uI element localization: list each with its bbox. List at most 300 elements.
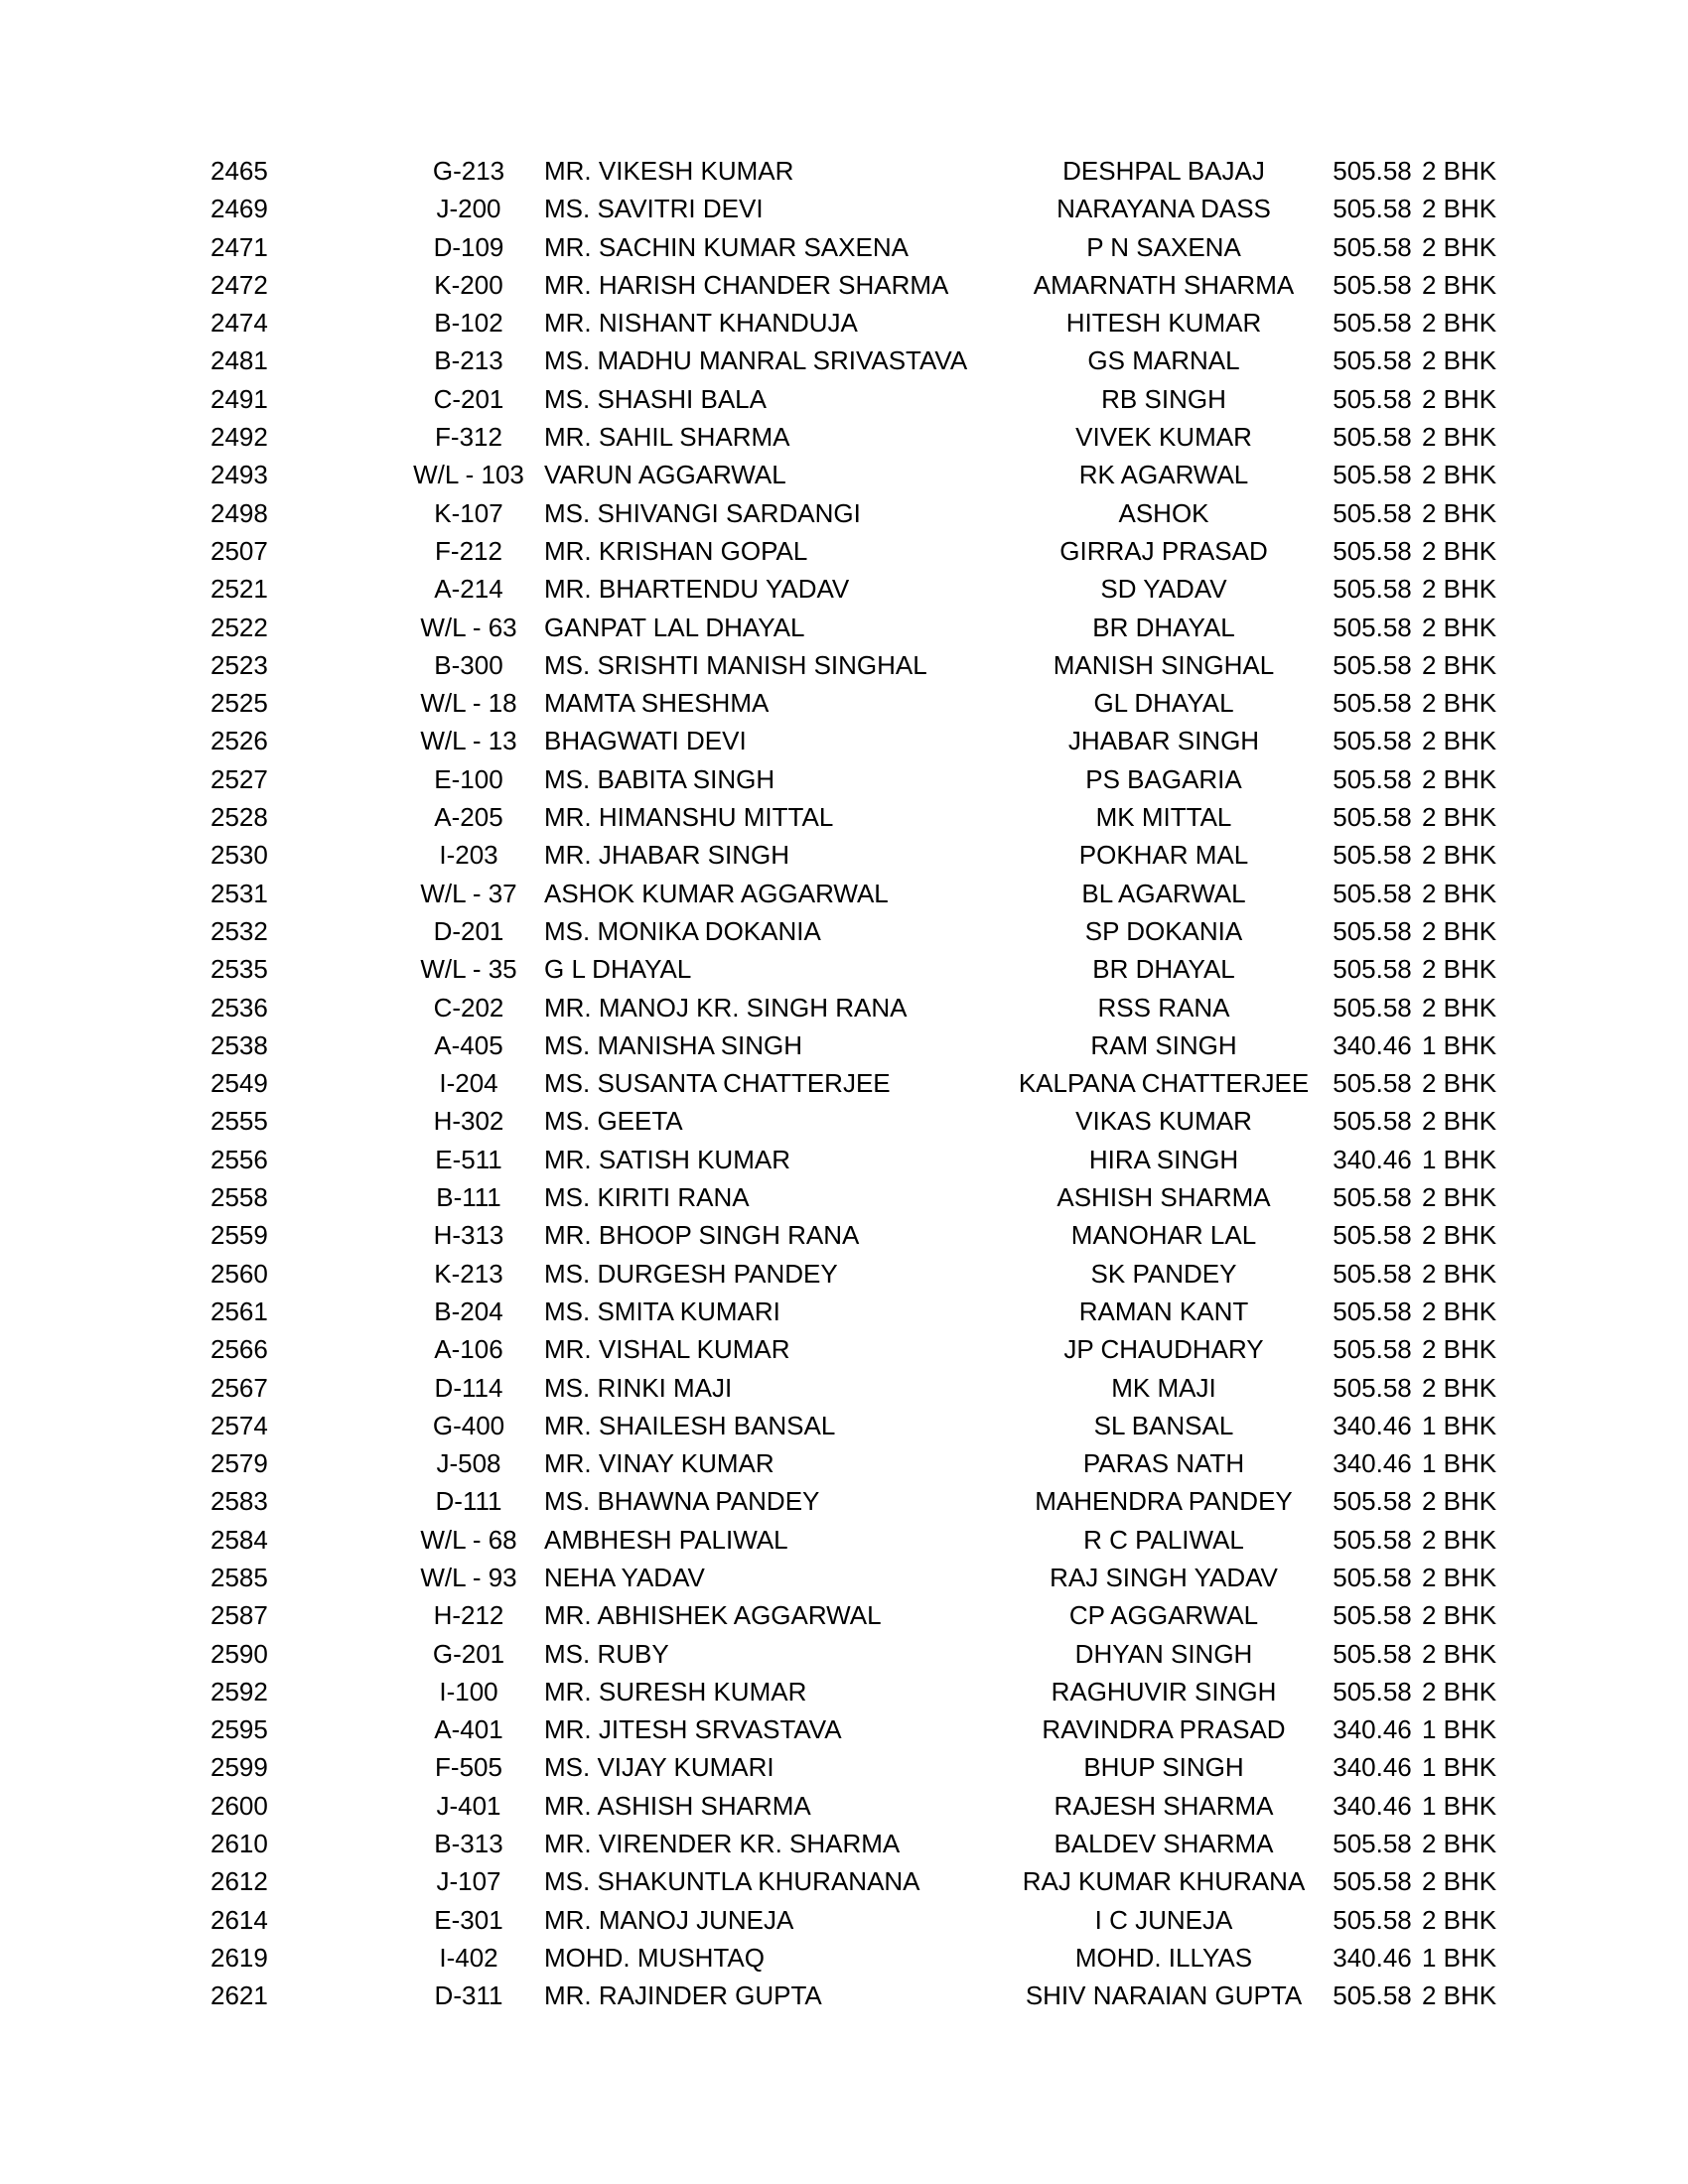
table-row xyxy=(211,532,1521,570)
area-cell: 505.58 xyxy=(1333,1829,1412,1859)
table-row xyxy=(211,1330,1521,1368)
father-husband-name-cell: RSS RANA xyxy=(1097,992,1230,1023)
serial-number-cell: 2619 xyxy=(211,1942,268,1973)
allottee-name-cell: NEHA YADAV xyxy=(544,1562,705,1592)
flat-type-cell: 2 BHK xyxy=(1422,649,1497,680)
father-husband-name-cell: HITESH KUMAR xyxy=(1065,308,1262,339)
father-husband-name-cell: ASHOK xyxy=(1118,497,1209,528)
unit-number-cell: J-401 xyxy=(436,1790,501,1821)
unit-number-cell: W/L - 13 xyxy=(420,726,517,756)
area-cell: 340.46 xyxy=(1333,1144,1412,1174)
table-row xyxy=(211,1141,1521,1178)
father-husband-name-cell: VIKAS KUMAR xyxy=(1075,1106,1252,1137)
serial-number-cell: 2491 xyxy=(211,383,268,414)
flat-type-cell: 2 BHK xyxy=(1422,1980,1497,2011)
father-husband-name-cell: I C JUNEJA xyxy=(1094,1904,1233,1935)
flat-type-cell: 2 BHK xyxy=(1422,1638,1497,1669)
serial-number-cell: 2595 xyxy=(211,1714,268,1745)
table-row xyxy=(211,1444,1521,1482)
unit-number-cell: K-213 xyxy=(434,1258,503,1289)
table-row xyxy=(211,1977,1521,2014)
flat-type-cell: 2 BHK xyxy=(1422,1904,1497,1935)
flat-type-cell: 2 BHK xyxy=(1422,612,1497,642)
area-cell: 505.58 xyxy=(1333,1600,1412,1631)
unit-number-cell: B-213 xyxy=(434,345,503,376)
area-cell: 505.58 xyxy=(1333,308,1412,339)
flat-type-cell: 2 BHK xyxy=(1422,1068,1497,1099)
flat-type-cell: 1 BHK xyxy=(1422,1752,1497,1783)
serial-number-cell: 2555 xyxy=(211,1106,268,1137)
area-cell: 505.58 xyxy=(1333,497,1412,528)
allottee-name-cell: G L DHAYAL xyxy=(544,954,692,985)
allottee-name-cell: GANPAT LAL DHAYAL xyxy=(544,612,805,642)
area-cell: 505.58 xyxy=(1333,1562,1412,1592)
table-row xyxy=(211,684,1521,722)
table-row xyxy=(211,1787,1521,1825)
serial-number-cell: 2612 xyxy=(211,1866,268,1897)
father-husband-name-cell: SHIV NARAIAN GUPTA xyxy=(1025,1980,1303,2011)
serial-number-cell: 2574 xyxy=(211,1410,268,1440)
table-row xyxy=(211,1026,1521,1064)
father-husband-name-cell: RK AGARWAL xyxy=(1078,460,1249,490)
unit-number-cell: W/L - 63 xyxy=(420,612,517,642)
table-row xyxy=(211,190,1521,227)
area-cell: 505.58 xyxy=(1333,269,1412,300)
area-cell: 505.58 xyxy=(1333,383,1412,414)
flat-type-cell: 2 BHK xyxy=(1422,840,1497,871)
flat-type-cell: 2 BHK xyxy=(1422,383,1497,414)
table-row xyxy=(211,1673,1521,1710)
unit-number-cell: J-508 xyxy=(436,1448,501,1479)
table-row xyxy=(211,646,1521,684)
serial-number-cell: 2521 xyxy=(211,574,268,605)
flat-type-cell: 2 BHK xyxy=(1422,1600,1497,1631)
area-cell: 505.58 xyxy=(1333,1296,1412,1326)
unit-number-cell: I-204 xyxy=(439,1068,498,1099)
area-cell: 340.46 xyxy=(1333,1790,1412,1821)
father-husband-name-cell: MAHENDRA PANDEY xyxy=(1035,1486,1293,1517)
table-row xyxy=(211,304,1521,341)
allottee-name-cell: MS. MANISHA SINGH xyxy=(544,1029,803,1060)
allottee-name-cell: MR. VISHAL KUMAR xyxy=(544,1334,790,1365)
serial-number-cell: 2600 xyxy=(211,1790,268,1821)
area-cell: 505.58 xyxy=(1333,345,1412,376)
allottee-name-cell: MR. SURESH KUMAR xyxy=(544,1676,807,1706)
table-row xyxy=(211,1255,1521,1293)
allottee-name-cell: MR. BHARTENDU YADAV xyxy=(544,574,850,605)
area-cell: 505.58 xyxy=(1333,802,1412,833)
allottee-name-cell: MS. SRISHTI MANISH SINGHAL xyxy=(544,649,927,680)
area-cell: 505.58 xyxy=(1333,194,1412,224)
table-row xyxy=(211,494,1521,532)
allottee-name-cell: MR. SAHIL SHARMA xyxy=(544,422,790,453)
table-row xyxy=(211,152,1521,190)
area-cell: 340.46 xyxy=(1333,1448,1412,1479)
table-row xyxy=(211,456,1521,493)
father-husband-name-cell: BALDEV SHARMA xyxy=(1054,1829,1274,1859)
flat-type-cell: 2 BHK xyxy=(1422,992,1497,1023)
serial-number-cell: 2469 xyxy=(211,194,268,224)
flat-type-cell: 2 BHK xyxy=(1422,1220,1497,1251)
unit-number-cell: H-302 xyxy=(433,1106,504,1137)
flat-type-cell: 2 BHK xyxy=(1422,1296,1497,1326)
flat-type-cell: 2 BHK xyxy=(1422,1486,1497,1517)
father-husband-name-cell: VIVEK KUMAR xyxy=(1075,422,1252,453)
father-husband-name-cell: MANISH SINGHAL xyxy=(1053,649,1275,680)
unit-number-cell: A-401 xyxy=(434,1714,503,1745)
unit-number-cell: J-107 xyxy=(436,1866,501,1897)
table-row xyxy=(211,1407,1521,1444)
area-cell: 505.58 xyxy=(1333,688,1412,719)
flat-type-cell: 2 BHK xyxy=(1422,422,1497,453)
unit-number-cell: D-109 xyxy=(433,231,504,262)
father-husband-name-cell: JHABAR SINGH xyxy=(1067,726,1260,756)
father-husband-name-cell: RAVINDRA PRASAD xyxy=(1042,1714,1286,1745)
area-cell: 505.58 xyxy=(1333,726,1412,756)
table-row xyxy=(211,1064,1521,1102)
serial-number-cell: 2481 xyxy=(211,345,268,376)
area-cell: 505.58 xyxy=(1333,1068,1412,1099)
allottee-name-cell: MR. VIKESH KUMAR xyxy=(544,156,794,186)
allottee-name-cell: MR. SACHIN KUMAR SAXENA xyxy=(544,231,909,262)
area-cell: 505.58 xyxy=(1333,915,1412,946)
serial-number-cell: 2532 xyxy=(211,915,268,946)
father-husband-name-cell: AMARNATH SHARMA xyxy=(1033,269,1295,300)
father-husband-name-cell: PS BAGARIA xyxy=(1085,763,1242,794)
serial-number-cell: 2498 xyxy=(211,497,268,528)
allottee-name-cell: MS. RUBY xyxy=(544,1638,669,1669)
serial-number-cell: 2471 xyxy=(211,231,268,262)
allottee-name-cell: MS. MADHU MANRAL SRIVASTAVA xyxy=(544,345,968,376)
area-cell: 505.58 xyxy=(1333,1524,1412,1555)
allottee-name-cell: MR. HIMANSHU MITTAL xyxy=(544,802,834,833)
area-cell: 505.58 xyxy=(1333,231,1412,262)
allottee-name-cell: MS. SHASHI BALA xyxy=(544,383,767,414)
table-row xyxy=(211,228,1521,266)
table-row xyxy=(211,609,1521,646)
area-cell: 505.58 xyxy=(1333,1866,1412,1897)
flat-type-cell: 2 BHK xyxy=(1422,345,1497,376)
father-husband-name-cell: DHYAN SINGH xyxy=(1074,1638,1253,1669)
father-husband-name-cell: MK MITTAL xyxy=(1095,802,1232,833)
allottee-name-cell: MS. KIRITI RANA xyxy=(544,1182,750,1213)
area-cell: 505.58 xyxy=(1333,1106,1412,1137)
father-husband-name-cell: HIRA SINGH xyxy=(1088,1144,1239,1174)
area-cell: 505.58 xyxy=(1333,1904,1412,1935)
serial-number-cell: 2559 xyxy=(211,1220,268,1251)
unit-number-cell: D-201 xyxy=(433,915,504,946)
allottee-name-cell: ASHOK KUMAR AGGARWAL xyxy=(544,878,889,908)
unit-number-cell: B-300 xyxy=(434,649,503,680)
serial-number-cell: 2465 xyxy=(211,156,268,186)
unit-number-cell: I-100 xyxy=(439,1676,498,1706)
area-cell: 340.46 xyxy=(1333,1714,1412,1745)
allottee-name-cell: MR. VIRENDER KR. SHARMA xyxy=(544,1829,901,1859)
flat-type-cell: 2 BHK xyxy=(1422,156,1497,186)
unit-number-cell: C-201 xyxy=(433,383,504,414)
flat-type-cell: 2 BHK xyxy=(1422,1334,1497,1365)
flat-type-cell: 1 BHK xyxy=(1422,1410,1497,1440)
unit-number-cell: A-106 xyxy=(434,1334,503,1365)
serial-number-cell: 2556 xyxy=(211,1144,268,1174)
flat-type-cell: 2 BHK xyxy=(1422,688,1497,719)
area-cell: 505.58 xyxy=(1333,1980,1412,2011)
serial-number-cell: 2566 xyxy=(211,1334,268,1365)
table-row xyxy=(211,1482,1521,1520)
unit-number-cell: E-301 xyxy=(434,1904,503,1935)
area-cell: 340.46 xyxy=(1333,1942,1412,1973)
area-cell: 505.58 xyxy=(1333,763,1412,794)
flat-type-cell: 2 BHK xyxy=(1422,497,1497,528)
table-row xyxy=(211,1293,1521,1330)
father-husband-name-cell: RAMAN KANT xyxy=(1078,1296,1249,1326)
flat-type-cell: 2 BHK xyxy=(1422,1182,1497,1213)
allottee-name-cell: VARUN AGGARWAL xyxy=(544,460,786,490)
area-cell: 340.46 xyxy=(1333,1029,1412,1060)
serial-number-cell: 2523 xyxy=(211,649,268,680)
flat-type-cell: 1 BHK xyxy=(1422,1790,1497,1821)
flat-type-cell: 1 BHK xyxy=(1422,1714,1497,1745)
allottee-name-cell: MS. GEETA xyxy=(544,1106,683,1137)
table-row xyxy=(211,912,1521,950)
father-husband-name-cell: GS MARNAL xyxy=(1087,345,1240,376)
serial-number-cell: 2621 xyxy=(211,1980,268,2011)
area-cell: 505.58 xyxy=(1333,992,1412,1023)
area-cell: 505.58 xyxy=(1333,1486,1412,1517)
serial-number-cell: 2587 xyxy=(211,1600,268,1631)
area-cell: 340.46 xyxy=(1333,1410,1412,1440)
unit-number-cell: F-312 xyxy=(435,422,502,453)
unit-number-cell: A-205 xyxy=(434,802,503,833)
allottee-name-cell: MAMTA SHESHMA xyxy=(544,688,770,719)
area-cell: 505.58 xyxy=(1333,1676,1412,1706)
table-row xyxy=(211,1862,1521,1900)
allottee-name-cell: MS. SHAKUNTLA KHURANANA xyxy=(544,1866,920,1897)
serial-number-cell: 2599 xyxy=(211,1752,268,1783)
unit-number-cell: C-202 xyxy=(433,992,504,1023)
flat-type-cell: 2 BHK xyxy=(1422,1258,1497,1289)
table-row xyxy=(211,836,1521,874)
area-cell: 505.58 xyxy=(1333,1638,1412,1669)
flat-type-cell: 2 BHK xyxy=(1422,878,1497,908)
unit-number-cell: G-213 xyxy=(432,156,505,186)
area-cell: 505.58 xyxy=(1333,1334,1412,1365)
flat-type-cell: 1 BHK xyxy=(1422,1448,1497,1479)
table-row xyxy=(211,380,1521,418)
unit-number-cell: F-212 xyxy=(435,535,502,566)
flat-type-cell: 2 BHK xyxy=(1422,1106,1497,1137)
flat-type-cell: 1 BHK xyxy=(1422,1942,1497,1973)
table-row xyxy=(211,1216,1521,1254)
unit-number-cell: D-111 xyxy=(435,1486,502,1517)
father-husband-name-cell: MK MAJI xyxy=(1111,1372,1216,1403)
flat-type-cell: 2 BHK xyxy=(1422,802,1497,833)
allottee-name-cell: BHAGWATI DEVI xyxy=(544,726,747,756)
serial-number-cell: 2526 xyxy=(211,726,268,756)
table-row xyxy=(211,418,1521,456)
allottee-name-cell: MS. BHAWNA PANDEY xyxy=(544,1486,820,1517)
area-cell: 505.58 xyxy=(1333,422,1412,453)
father-husband-name-cell: RAJ KUMAR KHURANA xyxy=(1022,1866,1306,1897)
unit-number-cell: B-102 xyxy=(434,308,503,339)
table-row xyxy=(211,1559,1521,1596)
allottee-name-cell: MS. BABITA SINGH xyxy=(544,763,775,794)
unit-number-cell: A-214 xyxy=(434,574,503,605)
unit-number-cell: B-204 xyxy=(434,1296,503,1326)
allottee-name-cell: MS. RINKI MAJI xyxy=(544,1372,733,1403)
flat-type-cell: 2 BHK xyxy=(1422,954,1497,985)
serial-number-cell: 2531 xyxy=(211,878,268,908)
table-row xyxy=(211,1369,1521,1407)
flat-type-cell: 2 BHK xyxy=(1422,1524,1497,1555)
unit-number-cell: A-405 xyxy=(434,1029,503,1060)
flat-type-cell: 2 BHK xyxy=(1422,574,1497,605)
unit-number-cell: K-107 xyxy=(434,497,503,528)
unit-number-cell: I-203 xyxy=(439,840,498,871)
table-row xyxy=(211,875,1521,912)
serial-number-cell: 2493 xyxy=(211,460,268,490)
unit-number-cell: I-402 xyxy=(439,1942,498,1973)
table-row xyxy=(211,266,1521,304)
father-husband-name-cell: RAGHUVIR SINGH xyxy=(1051,1676,1277,1706)
father-husband-name-cell: SD YADAV xyxy=(1100,574,1227,605)
table-row xyxy=(211,1939,1521,1977)
unit-number-cell: J-200 xyxy=(436,194,501,224)
allottee-name-cell: MS. SMITA KUMARI xyxy=(544,1296,780,1326)
father-husband-name-cell: P N SAXENA xyxy=(1086,231,1241,262)
flat-type-cell: 2 BHK xyxy=(1422,1829,1497,1859)
area-cell: 340.46 xyxy=(1333,1752,1412,1783)
unit-number-cell: K-200 xyxy=(434,269,503,300)
serial-number-cell: 2536 xyxy=(211,992,268,1023)
unit-number-cell: B-111 xyxy=(436,1182,501,1213)
unit-number-cell: W/L - 103 xyxy=(413,460,524,490)
table-row xyxy=(211,760,1521,798)
father-husband-name-cell: RAJ SINGH YADAV xyxy=(1050,1562,1278,1592)
allottee-name-cell: MR. KRISHAN GOPAL xyxy=(544,535,808,566)
father-husband-name-cell: SL BANSAL xyxy=(1093,1410,1234,1440)
unit-number-cell: W/L - 35 xyxy=(420,954,517,985)
flat-type-cell: 2 BHK xyxy=(1422,1676,1497,1706)
serial-number-cell: 2538 xyxy=(211,1029,268,1060)
table-row xyxy=(211,1102,1521,1140)
allottee-name-cell: MR. MANOJ KR. SINGH RANA xyxy=(544,992,908,1023)
unit-number-cell: W/L - 68 xyxy=(420,1524,517,1555)
father-husband-name-cell: RAM SINGH xyxy=(1090,1029,1237,1060)
serial-number-cell: 2527 xyxy=(211,763,268,794)
father-husband-name-cell: R C PALIWAL xyxy=(1083,1524,1244,1555)
allottee-name-cell: MR. SATISH KUMAR xyxy=(544,1144,790,1174)
serial-number-cell: 2472 xyxy=(211,269,268,300)
unit-number-cell: W/L - 93 xyxy=(420,1562,517,1592)
serial-number-cell: 2522 xyxy=(211,612,268,642)
flat-type-cell: 2 BHK xyxy=(1422,460,1497,490)
unit-number-cell: F-505 xyxy=(435,1752,502,1783)
table-row xyxy=(211,722,1521,759)
flat-type-cell: 2 BHK xyxy=(1422,763,1497,794)
serial-number-cell: 2610 xyxy=(211,1829,268,1859)
serial-number-cell: 2567 xyxy=(211,1372,268,1403)
flat-type-cell: 2 BHK xyxy=(1422,1562,1497,1592)
father-husband-name-cell: DESHPAL BAJAJ xyxy=(1062,156,1265,186)
serial-number-cell: 2584 xyxy=(211,1524,268,1555)
table-row xyxy=(211,950,1521,988)
allottee-name-cell: MR. BHOOP SINGH RANA xyxy=(544,1220,860,1251)
serial-number-cell: 2492 xyxy=(211,422,268,453)
father-husband-name-cell: NARAYANA DASS xyxy=(1056,194,1271,224)
allottee-name-cell: MR. SHAILESH BANSAL xyxy=(544,1410,836,1440)
unit-number-cell: H-212 xyxy=(433,1600,504,1631)
allottee-name-cell: MR. MANOJ JUNEJA xyxy=(544,1904,794,1935)
area-cell: 505.58 xyxy=(1333,156,1412,186)
area-cell: 505.58 xyxy=(1333,460,1412,490)
unit-number-cell: W/L - 37 xyxy=(420,878,517,908)
table-row xyxy=(211,1901,1521,1939)
father-husband-name-cell: POKHAR MAL xyxy=(1078,840,1249,871)
table-row xyxy=(211,1596,1521,1634)
serial-number-cell: 2560 xyxy=(211,1258,268,1289)
serial-number-cell: 2561 xyxy=(211,1296,268,1326)
father-husband-name-cell: CP AGGARWAL xyxy=(1068,1600,1259,1631)
allottee-name-cell: MR. ABHISHEK AGGARWAL xyxy=(544,1600,882,1631)
father-husband-name-cell: RB SINGH xyxy=(1101,383,1226,414)
father-husband-name-cell: BR DHAYAL xyxy=(1092,954,1235,985)
allottee-name-cell: MS. MONIKA DOKANIA xyxy=(544,915,821,946)
serial-number-cell: 2579 xyxy=(211,1448,268,1479)
flat-type-cell: 2 BHK xyxy=(1422,1372,1497,1403)
flat-type-cell: 2 BHK xyxy=(1422,308,1497,339)
area-cell: 505.58 xyxy=(1333,840,1412,871)
area-cell: 505.58 xyxy=(1333,612,1412,642)
serial-number-cell: 2549 xyxy=(211,1068,268,1099)
allottee-name-cell: MS. SUSANTA CHATTERJEE xyxy=(544,1068,891,1099)
flat-type-cell: 2 BHK xyxy=(1422,231,1497,262)
father-husband-name-cell: BR DHAYAL xyxy=(1092,612,1235,642)
unit-number-cell: E-511 xyxy=(435,1144,502,1174)
allottee-name-cell: MR. JHABAR SINGH xyxy=(544,840,790,871)
father-husband-name-cell: ASHISH SHARMA xyxy=(1056,1182,1271,1213)
unit-number-cell: B-313 xyxy=(434,1829,503,1859)
serial-number-cell: 2474 xyxy=(211,308,268,339)
table-row xyxy=(211,341,1521,379)
allottee-name-cell: MOHD. MUSHTAQ xyxy=(544,1942,765,1973)
flat-type-cell: 2 BHK xyxy=(1422,1866,1497,1897)
flat-type-cell: 1 BHK xyxy=(1422,1029,1497,1060)
unit-number-cell: H-313 xyxy=(433,1220,504,1251)
serial-number-cell: 2583 xyxy=(211,1486,268,1517)
table-row xyxy=(211,989,1521,1026)
allotment-table xyxy=(211,152,1521,2015)
flat-type-cell: 1 BHK xyxy=(1422,1144,1497,1174)
allottee-name-cell: AMBHESH PALIWAL xyxy=(544,1524,788,1555)
area-cell: 505.58 xyxy=(1333,878,1412,908)
serial-number-cell: 2558 xyxy=(211,1182,268,1213)
father-husband-name-cell: MOHD. ILLYAS xyxy=(1074,1942,1253,1973)
allottee-name-cell: MS. SAVITRI DEVI xyxy=(544,194,764,224)
allottee-name-cell: MR. VINAY KUMAR xyxy=(544,1448,774,1479)
area-cell: 505.58 xyxy=(1333,954,1412,985)
father-husband-name-cell: MANOHAR LAL xyxy=(1070,1220,1257,1251)
serial-number-cell: 2614 xyxy=(211,1904,268,1935)
father-husband-name-cell: GL DHAYAL xyxy=(1093,688,1234,719)
unit-number-cell: E-100 xyxy=(434,763,503,794)
flat-type-cell: 2 BHK xyxy=(1422,194,1497,224)
area-cell: 505.58 xyxy=(1333,1372,1412,1403)
flat-type-cell: 2 BHK xyxy=(1422,535,1497,566)
father-husband-name-cell: PARAS NATH xyxy=(1082,1448,1245,1479)
table-row xyxy=(211,1521,1521,1559)
serial-number-cell: 2530 xyxy=(211,840,268,871)
